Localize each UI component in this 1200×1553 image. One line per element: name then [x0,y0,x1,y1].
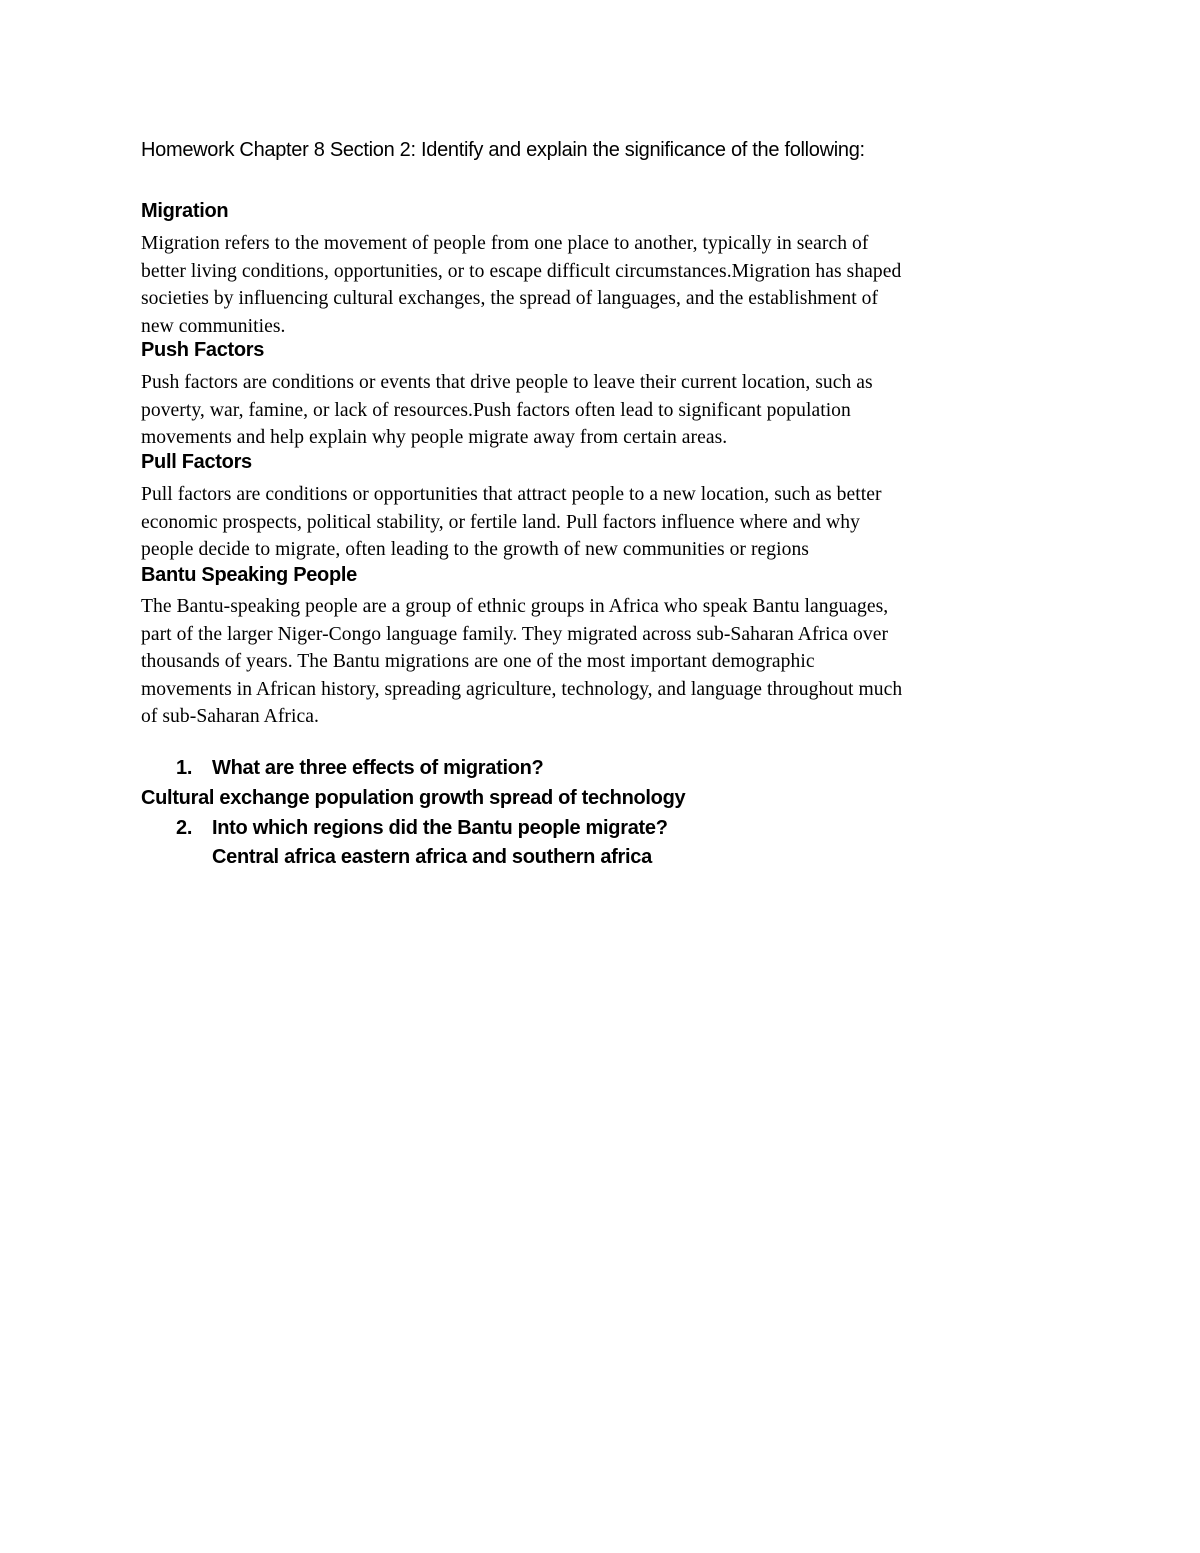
question-text: What are three effects of migration? [212,757,544,779]
body-line: movements in African history, spreading agriculture, technology, and language throughout much [141,678,903,700]
section-body-push-factors [141,369,1061,452]
body-line: people decide to migrate, often leading to the growth of new communities or regions [141,539,809,560]
body-line: economic prospects, political stability, or fertile land. Pull factors influence where and why [141,511,860,533]
body-line: of sub-Saharan Africa. [141,706,319,727]
body-line: Push factors are conditions or events that drive people to leave their current location, such as [141,372,873,393]
answer-2: Central africa eastern africa and southern africa [212,846,652,868]
body-line: Pull factors are conditions or opportunities that attract people to a new location, such as better [141,484,882,505]
page-title: Homework Chapter 8 Section 2: Identify and explain the significance of the following: [141,139,865,161]
body-line: better living conditions, opportunities, or to escape difficult circumstances.Migration has shaped [141,260,902,282]
body-line: Migration refers to the movement of people from one place to another, typically in search of [141,233,869,254]
question-text: Into which regions did the Bantu people migrate? [212,817,668,839]
section-body-bantu-speaking-people [141,593,1061,731]
question-number: 1. [176,757,193,779]
body-line: poverty, war, famine, or lack of resources.Push factors often lead to significant population [141,399,851,421]
body-line: part of the larger Niger-Congo language family. They migrated across sub-Saharan Africa over [141,623,889,645]
body-line: movements and help explain why people migrate away from certain areas. [141,427,728,448]
answer-1: Cultural exchange population growth spread of technology [141,787,686,809]
section-body-pull-factors [141,481,1061,564]
section-heading-migration: Migration [141,200,229,222]
body-line: new communities. [141,315,286,337]
body-line: The Bantu-speaking people are a group of ethnic groups in Africa who speak Bantu languages, [141,596,889,617]
body-line: thousands of years. The Bantu migrations are one of the most important demographic [141,651,815,672]
body-line: societies by influencing cultural exchanges, the spread of languages, and the establishment of [141,288,879,309]
question-2 [176,817,668,840]
section-body-migration [141,230,1061,340]
section-heading-push-factors: Push Factors [141,339,265,361]
section-heading-pull-factors: Pull Factors [141,451,252,473]
question-number: 2. [176,817,193,839]
question-1 [176,757,543,780]
section-heading-bantu-speaking-people: Bantu Speaking People [141,564,357,586]
